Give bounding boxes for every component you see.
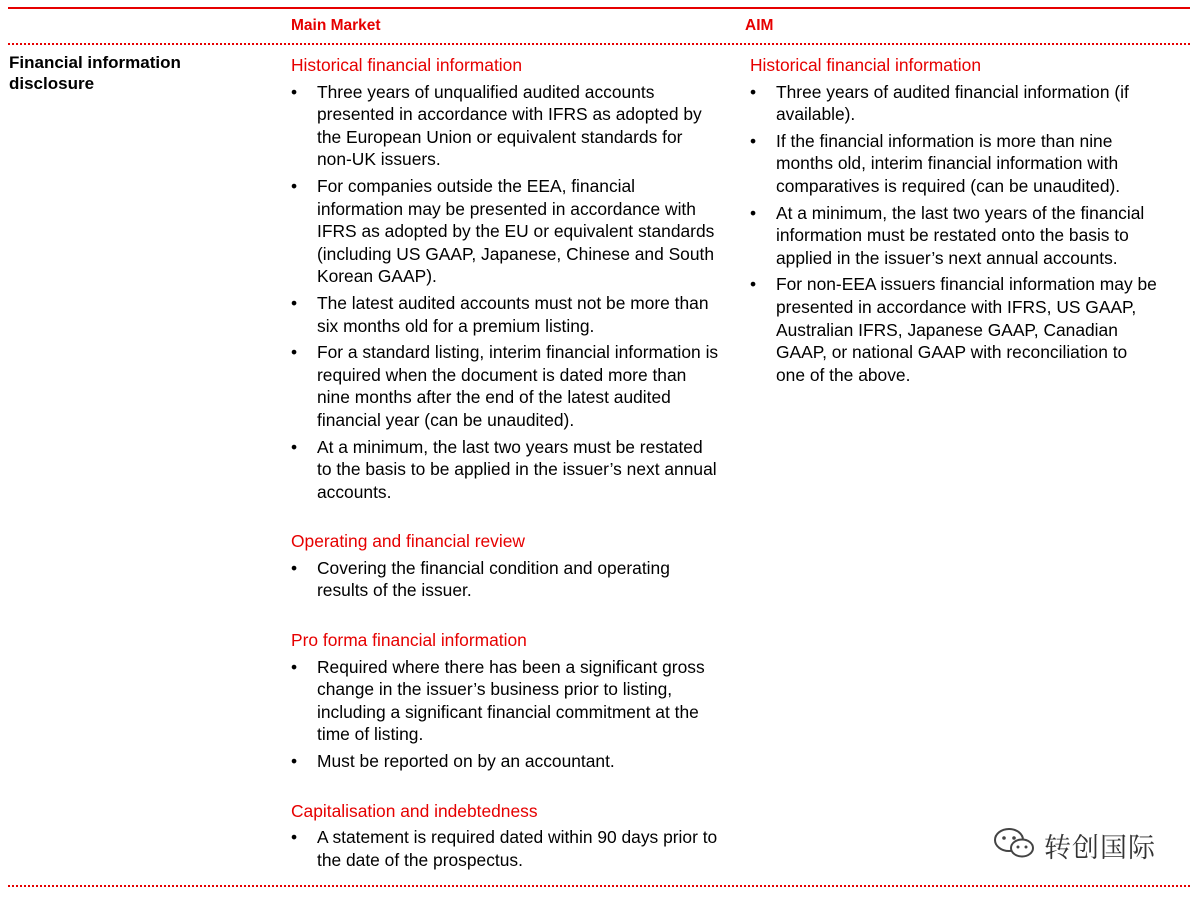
list-item — [291, 292, 721, 337]
section-title: Capitalisation and indebtedness — [291, 800, 538, 821]
section-title: Historical financial information — [291, 55, 523, 75]
watermark-text: 转创国际 — [1044, 832, 1156, 863]
list-item — [291, 656, 721, 746]
list-item — [291, 750, 721, 773]
column-header-main-market: Main Market — [291, 17, 381, 34]
section — [291, 629, 721, 773]
list-item-text: A statement is required dated within 90 days prior to the date of the prospectus. — [317, 827, 718, 870]
list-item-text: If the financial information is more than nine months old, interim financial information with comparatives is required (can be unaudited). — [776, 130, 1121, 196]
section-title: Historical financial information — [750, 55, 982, 75]
bullet-icon: • — [291, 436, 298, 457]
list-item-text: At a minimum, the last two years of the financial information must be restated onto the basis to applied in the issuer’s next annual accounts. — [776, 202, 1145, 268]
bullet-icon: • — [291, 827, 298, 848]
wechat-icon — [992, 826, 1036, 865]
list-item — [291, 81, 721, 171]
section — [750, 54, 1160, 386]
column-header-aim: AIM — [745, 17, 774, 34]
list-item-text: Covering the financial condition and operating results of the issuer. — [317, 557, 670, 601]
bullet-icon: • — [750, 130, 757, 151]
bullet-icon: • — [291, 292, 298, 313]
list-item-text: The latest audited accounts must not be more than six months old for a premium listing. — [317, 292, 709, 336]
list-item-text: At a minimum, the last two years must be restated to the basis to be applied in the issuer’s next annual accounts. — [317, 436, 717, 502]
list-item — [750, 130, 1160, 198]
aim-column — [750, 54, 1160, 413]
list-item — [750, 273, 1160, 386]
list-item — [750, 202, 1160, 270]
section-title: Pro forma financial information — [291, 630, 527, 651]
list-item — [291, 175, 721, 288]
bullet-list — [291, 81, 721, 504]
bullet-icon: • — [291, 751, 298, 772]
list-item-text: Must be reported on by an accountant. — [317, 751, 615, 772]
header-divider — [8, 43, 1190, 45]
main-market-column — [291, 54, 721, 898]
bullet-icon: • — [291, 342, 298, 363]
list-item-text: Three years of audited financial information (if available). — [776, 81, 1129, 125]
bullet-list — [750, 81, 1160, 387]
section-title: Operating and financial review — [291, 531, 525, 552]
bullet-list — [291, 557, 721, 602]
section — [291, 54, 721, 503]
list-item — [291, 557, 721, 602]
list-item — [750, 81, 1160, 126]
bullet-icon: • — [291, 656, 298, 677]
section — [291, 530, 721, 602]
top-rule — [8, 7, 1190, 9]
list-item-text: For non-EEA issuers financial information may be presented in accordance with IFRS, US GAAP, Australian IFRS, Japanese GAAP, Canadian GAAP, or national GAAP with reconciliation to one of the above. — [776, 274, 1157, 385]
bullet-icon: • — [750, 202, 757, 223]
list-item — [291, 826, 721, 871]
bullet-list — [291, 656, 721, 773]
bullet-icon: • — [291, 81, 298, 102]
row-label: Financial information disclosure — [9, 53, 181, 93]
bullet-icon: • — [750, 81, 757, 102]
list-item-text: For a standard listing, interim financial information is required when the document is dated more than nine months after the end of the latest audited financial year (can be unaudited). — [317, 342, 719, 430]
bullet-icon: • — [291, 175, 298, 196]
list-item — [291, 436, 721, 504]
list-item — [291, 341, 721, 431]
bullet-list — [291, 826, 721, 871]
bottom-divider — [8, 885, 1190, 887]
list-item-text: Three years of unqualified audited accounts presented in accordance with IFRS as adopted by the European Union or equivalent standards for non-UK issuers. — [317, 81, 702, 170]
section — [291, 800, 721, 872]
list-item-text: For companies outside the EEA, financial information may be presented in accordance with IFRS as adopted by the EU or equivalent standards (including US GAAP, Japanese, Chinese and South Korean GAAP). — [317, 175, 715, 287]
watermark — [992, 826, 1162, 864]
list-item-text: Required where there has been a significant gross change in the issuer’s business prior to listing, including a significant financial commitment at the time of listing. — [317, 656, 705, 745]
bullet-icon: • — [291, 557, 298, 578]
bullet-icon: • — [750, 274, 757, 295]
